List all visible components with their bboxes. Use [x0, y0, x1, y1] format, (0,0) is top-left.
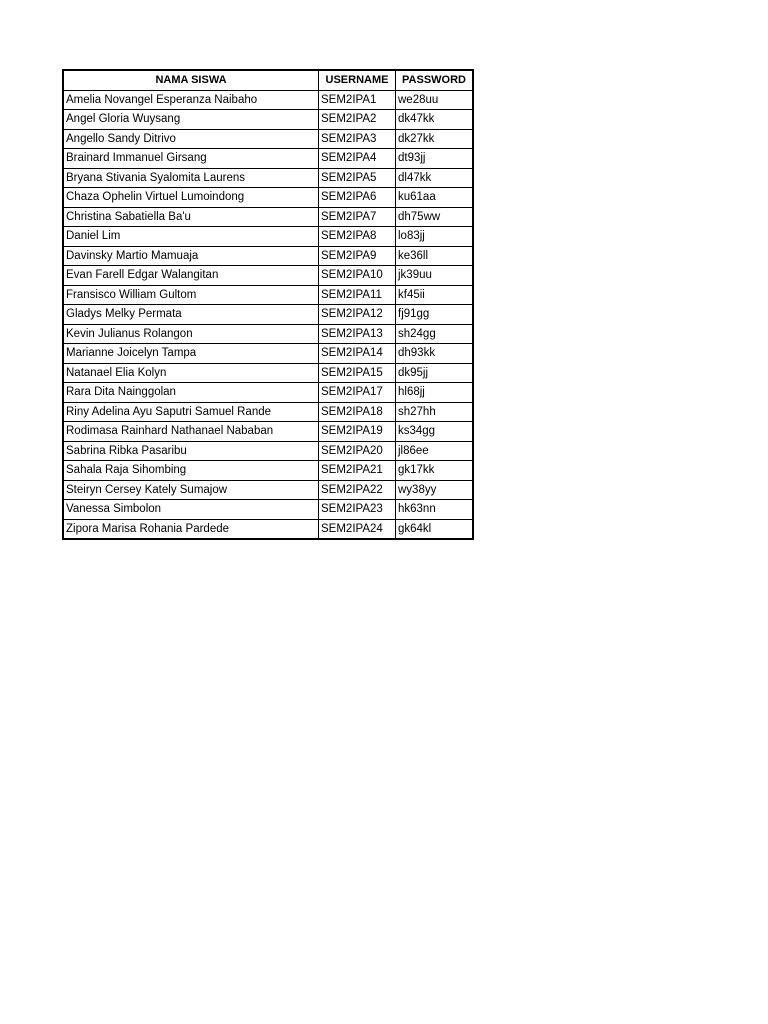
cell-password: jl86ee [396, 441, 474, 461]
cell-username: SEM2IPA9 [319, 246, 396, 266]
cell-name: Sabrina Ribka Pasaribu [63, 441, 319, 461]
table-row [63, 480, 473, 500]
table-row [63, 461, 473, 481]
cell-password: ku61aa [396, 188, 474, 208]
column-header-name: NAMA SISWA [63, 70, 319, 90]
cell-password: ke36ll [396, 246, 474, 266]
cell-password: hk63nn [396, 500, 474, 520]
table-row [63, 227, 473, 247]
cell-name: Angel Gloria Wuysang [63, 110, 319, 130]
cell-username: SEM2IPA4 [319, 149, 396, 169]
cell-username: SEM2IPA18 [319, 402, 396, 422]
cell-name: Bryana Stivania Syalomita Laurens [63, 168, 319, 188]
cell-password: ks34gg [396, 422, 474, 442]
cell-username: SEM2IPA19 [319, 422, 396, 442]
cell-name: Zipora Marisa Rohania Pardede [63, 519, 319, 539]
cell-name: Evan Farell Edgar Walangitan [63, 266, 319, 286]
cell-username: SEM2IPA3 [319, 129, 396, 149]
cell-password: dh93kk [396, 344, 474, 364]
cell-name: Fransisco William Gultom [63, 285, 319, 305]
cell-username: SEM2IPA11 [319, 285, 396, 305]
student-credentials-table [62, 69, 474, 540]
cell-username: SEM2IPA5 [319, 168, 396, 188]
cell-username: SEM2IPA24 [319, 519, 396, 539]
cell-password: dk95jj [396, 363, 474, 383]
cell-password: dt93jj [396, 149, 474, 169]
column-header-password: PASSWORD [396, 70, 474, 90]
cell-username: SEM2IPA15 [319, 363, 396, 383]
cell-name: Angello Sandy Ditrivo [63, 129, 319, 149]
table-row [63, 422, 473, 442]
table-row [63, 519, 473, 539]
cell-username: SEM2IPA10 [319, 266, 396, 286]
table-row [63, 266, 473, 286]
cell-username: SEM2IPA6 [319, 188, 396, 208]
cell-username: SEM2IPA23 [319, 500, 396, 520]
table-row [63, 207, 473, 227]
cell-password: we28uu [396, 90, 474, 110]
table-row [63, 110, 473, 130]
cell-name: Vanessa Simbolon [63, 500, 319, 520]
cell-username: SEM2IPA17 [319, 383, 396, 403]
cell-username: SEM2IPA1 [319, 90, 396, 110]
table-row [63, 149, 473, 169]
table-row [63, 188, 473, 208]
table-row [63, 441, 473, 461]
cell-name: Christina Sabatiella Ba'u [63, 207, 319, 227]
table-row [63, 90, 473, 110]
cell-username: SEM2IPA7 [319, 207, 396, 227]
cell-name: Amelia Novangel Esperanza Naibaho [63, 90, 319, 110]
cell-password: dk27kk [396, 129, 474, 149]
cell-username: SEM2IPA14 [319, 344, 396, 364]
cell-name: Steiryn Cersey Kately Sumajow [63, 480, 319, 500]
cell-name: Gladys Melky Permata [63, 305, 319, 325]
cell-name: Sahala Raja Sihombing [63, 461, 319, 481]
cell-name: Kevin Julianus Rolangon [63, 324, 319, 344]
cell-username: SEM2IPA8 [319, 227, 396, 247]
cell-username: SEM2IPA2 [319, 110, 396, 130]
cell-name: Natanael Elia Kolyn [63, 363, 319, 383]
cell-name: Brainard Immanuel Girsang [63, 149, 319, 169]
cell-password: kf45ii [396, 285, 474, 305]
cell-password: gk64kl [396, 519, 474, 539]
cell-username: SEM2IPA22 [319, 480, 396, 500]
table-row [63, 246, 473, 266]
table-row [63, 324, 473, 344]
cell-password: gk17kk [396, 461, 474, 481]
table-row [63, 500, 473, 520]
cell-password: fj91gg [396, 305, 474, 325]
cell-name: Chaza Ophelin Virtuel Lumoindong [63, 188, 319, 208]
cell-name: Marianne Joicelyn Tampa [63, 344, 319, 364]
cell-password: sh27hh [396, 402, 474, 422]
cell-name: Rodimasa Rainhard Nathanael Nababan [63, 422, 319, 442]
cell-name: Riny Adelina Ayu Saputri Samuel Rande [63, 402, 319, 422]
table-row [63, 305, 473, 325]
table-row [63, 168, 473, 188]
cell-username: SEM2IPA12 [319, 305, 396, 325]
cell-username: SEM2IPA13 [319, 324, 396, 344]
table-row [63, 285, 473, 305]
cell-username: SEM2IPA21 [319, 461, 396, 481]
table-row [63, 344, 473, 364]
cell-username: SEM2IPA20 [319, 441, 396, 461]
cell-name: Daniel Lim [63, 227, 319, 247]
cell-name: Rara Dita Nainggolan [63, 383, 319, 403]
column-header-username: USERNAME [319, 70, 396, 90]
table-row [63, 383, 473, 403]
cell-password: lo83jj [396, 227, 474, 247]
table-row [63, 402, 473, 422]
cell-password: hl68jj [396, 383, 474, 403]
cell-password: dk47kk [396, 110, 474, 130]
cell-name: Davinsky Martio Mamuaja [63, 246, 319, 266]
cell-password: sh24gg [396, 324, 474, 344]
cell-password: jk39uu [396, 266, 474, 286]
cell-password: dh75ww [396, 207, 474, 227]
table-row [63, 363, 473, 383]
cell-password: wy38yy [396, 480, 474, 500]
table-row [63, 129, 473, 149]
table-body [63, 90, 473, 539]
table-header [63, 70, 473, 90]
cell-password: dl47kk [396, 168, 474, 188]
header-row [63, 70, 473, 90]
